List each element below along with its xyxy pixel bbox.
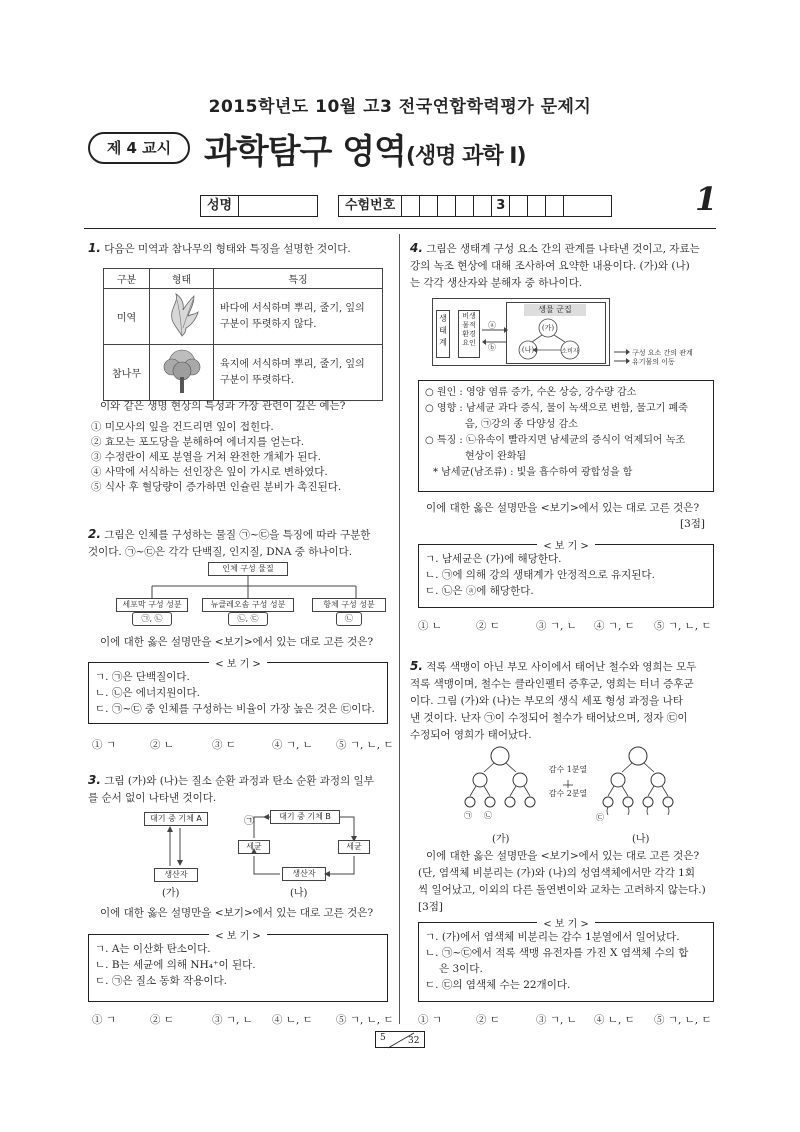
diagram-node: 대기 중 기체 A bbox=[144, 812, 208, 826]
choice-1[interactable]: ① ㄱ bbox=[92, 1014, 116, 1026]
diagram-node: 생산자 bbox=[154, 868, 198, 882]
diagram-root: 인체 구성 물질 bbox=[208, 562, 288, 576]
question-prompt: 씩 일어났고, 이외의 다른 돌연변이와 교차는 고려하지 않는다.) bbox=[418, 884, 706, 896]
choice-2[interactable]: ② ㄷ bbox=[476, 620, 500, 632]
diagram-member: ㉡, ㉢ bbox=[228, 612, 268, 626]
choice-4[interactable]: ④ ㄴ, ㄷ bbox=[594, 1014, 635, 1026]
diagram-label: (가) bbox=[492, 834, 510, 845]
exam-number-cell[interactable] bbox=[510, 196, 528, 216]
exam-number-field[interactable] bbox=[338, 195, 612, 217]
bogi-item: ㄷ. ㉠은 질소 동화 작용이다. bbox=[95, 975, 227, 987]
total-pages: 32 bbox=[408, 1036, 420, 1046]
legend-item: 유기물의 이동 bbox=[632, 358, 675, 366]
bogi-item: ㄷ. ㉢의 염색체 수는 22개이다. bbox=[425, 979, 571, 991]
question-text: 적록 색맹이 아닌 부모 사이에서 태어난 철수와 영희는 모두 bbox=[426, 661, 697, 673]
info-line: 음, ㉠강의 종 다양성 감소 bbox=[465, 419, 578, 430]
bogi-item: ㄱ. (가)에서 염색체 비분리는 감수 1분열에서 일어났다. bbox=[425, 931, 680, 943]
diagram-label: (나) bbox=[632, 834, 650, 845]
community-label: 생물 군집 bbox=[524, 304, 586, 316]
subject-sub: (생명 과학 Ⅰ) bbox=[405, 144, 526, 169]
choice-2[interactable]: ② ㄴ bbox=[150, 739, 174, 751]
choice-1[interactable]: ① ㄴ bbox=[418, 620, 442, 632]
exam-number-cell[interactable] bbox=[564, 196, 582, 216]
question-number: 5. bbox=[410, 659, 423, 673]
question-prompt: 이에 대한 옳은 설명만을 <보기>에서 있는 대로 고른 것은? bbox=[100, 907, 374, 919]
question-text: 를 순서 없이 나타낸 것이다. bbox=[88, 792, 217, 804]
option-2[interactable]: ② 효모는 포도당을 분해하여 에너지를 얻는다. bbox=[91, 436, 305, 448]
exam-number-cell[interactable] bbox=[528, 196, 546, 216]
question-text: 강의 녹조 현상에 대해 조사하여 요약한 내용이다. (가)와 (나) bbox=[410, 260, 690, 272]
table-header: 구분 bbox=[104, 269, 150, 289]
subject-main: 과학탐구 영역 bbox=[204, 132, 406, 172]
question-text: 수정되어 영희가 태어났다. bbox=[410, 729, 532, 741]
bogi-item: ㄱ. ㉠은 단백질이다. bbox=[95, 671, 190, 683]
name-label: 성명 bbox=[201, 196, 239, 216]
question-text: 적록 색맹이며, 철수는 클라인펠터 증후군, 영희는 터너 증후군 bbox=[410, 678, 694, 690]
bogi-item: ㄷ. ㉠~㉢ 중 인체를 구성하는 비율이 가장 높은 것은 ㉢이다. bbox=[95, 703, 375, 715]
choice-5[interactable]: ⑤ ㄱ, ㄴ, ㄷ bbox=[654, 1014, 712, 1026]
question-prompt: 이에 대한 옳은 설명만을 <보기>에서 있는 대로 고른 것은? bbox=[426, 850, 700, 862]
diagram-node: 세균 bbox=[338, 840, 370, 854]
question-text: 그림은 인체를 구성하는 물질 ㉠~㉢을 특징에 따라 구분한 bbox=[104, 529, 371, 541]
diagram-node: 대기 중 기체 B bbox=[270, 810, 340, 824]
exam-number-label: 수험번호 bbox=[339, 196, 402, 216]
mark-label: ㉡ bbox=[484, 811, 492, 820]
question-number: 2. bbox=[88, 527, 101, 541]
info-line: ○ 특징 : ㉡유속이 빨라지면 남세균의 증식이 억제되어 녹조 bbox=[425, 435, 686, 446]
seaweed-image bbox=[150, 289, 214, 345]
question-text: 다음은 미역과 참나무의 형태와 특징을 설명한 것이다. bbox=[104, 243, 351, 255]
points-label: [3점] bbox=[680, 518, 706, 530]
q5-choices bbox=[418, 1012, 712, 1027]
q5-meiosis-diagram bbox=[458, 744, 708, 844]
option-1[interactable]: ① 미모사의 잎을 건드리면 잎이 접힌다. bbox=[91, 421, 274, 433]
question-text: 것이다. ㉠~㉢은 각각 단백질, 인지질, DNA 중 하나이다. bbox=[88, 546, 353, 558]
q5-question bbox=[418, 848, 718, 916]
page-indicator bbox=[375, 1031, 425, 1048]
diagram-node: 생산자 bbox=[282, 867, 326, 881]
question-number: 1. bbox=[88, 241, 101, 255]
q3-bogi-box bbox=[88, 931, 388, 1002]
question-number: 3. bbox=[88, 773, 101, 787]
bogi-item: ㄴ. ㉡은 에너지원이다. bbox=[95, 687, 200, 699]
q1-options bbox=[91, 420, 341, 495]
current-page: 5 bbox=[380, 1033, 386, 1043]
option-3[interactable]: ③ 수정란이 세포 분열을 거쳐 완전한 개체가 된다. bbox=[91, 451, 321, 463]
column-divider bbox=[399, 234, 400, 1024]
table-header: 형태 bbox=[150, 269, 214, 289]
q3-diagram-ga bbox=[140, 812, 230, 898]
info-line: ○ 원인 : 영양 염류 증가, 수온 상승, 강수량 감소 bbox=[425, 387, 637, 398]
exam-number-cell[interactable] bbox=[420, 196, 438, 216]
oak-tree-image bbox=[150, 345, 214, 401]
bogi-header: < 보 기 > bbox=[209, 931, 267, 942]
header-divider bbox=[84, 228, 716, 229]
node-label: (가) bbox=[541, 324, 555, 332]
diagram-label: (가) bbox=[162, 888, 180, 899]
q1-table bbox=[103, 268, 383, 401]
bogi-header: < 보 기 > bbox=[209, 659, 267, 670]
points-label: [3점] bbox=[418, 901, 444, 913]
q2-stem bbox=[88, 526, 393, 561]
choice-1[interactable]: ① ㄱ bbox=[418, 1014, 442, 1026]
info-line: ○ 영향 : 남세균 과다 증식, 물이 녹색으로 변함, 물고기 폐죽 bbox=[425, 403, 688, 414]
node-label: 소비자 bbox=[561, 348, 579, 355]
q5-bogi-box bbox=[418, 919, 714, 1002]
exam-number-cell[interactable] bbox=[438, 196, 456, 216]
q4-choices bbox=[418, 618, 712, 633]
bogi-item: ㄱ. A는 이산화 탄소이다. bbox=[95, 943, 211, 955]
option-5[interactable]: ⑤ 식사 후 혈당량이 증가하면 인슐린 분비가 촉진된다. bbox=[91, 481, 342, 493]
choice-5[interactable]: ⑤ ㄱ, ㄴ, ㄷ bbox=[336, 1014, 394, 1026]
period-badge: 제 4 교시 bbox=[88, 132, 190, 164]
q4-stem bbox=[410, 240, 716, 292]
question-prompt: 이에 대한 옳은 설명만을 <보기>에서 있는 대로 고른 것은? bbox=[426, 502, 700, 514]
exam-number-cell-digit[interactable]: 3 bbox=[492, 196, 510, 216]
bogi-header: < 보 기 > bbox=[537, 541, 595, 552]
name-field[interactable] bbox=[200, 195, 318, 217]
diagram-member: ㉡ bbox=[336, 612, 362, 626]
question-text: 는 각각 생산자와 분해자 중 하나이다. bbox=[410, 277, 583, 289]
info-line: 현상이 완화됨 bbox=[465, 451, 527, 462]
exam-title: 2015학년도 10월 고3 전국연합학력평가 문제지 bbox=[208, 97, 592, 117]
table-cell: 바다에 서식하며 뿌리, 줄기, 잎의 구분이 뚜렷하지 않다. bbox=[214, 289, 383, 345]
q1-stem bbox=[88, 240, 388, 258]
ecosystem-label: 생태계 bbox=[436, 310, 450, 358]
mark-label: ㉢ bbox=[596, 813, 604, 822]
table-cell: 육지에 서식하며 뿌리, 줄기, 잎의 구분이 뚜렷하다. bbox=[214, 345, 383, 401]
diagram-label: (나) bbox=[290, 888, 308, 899]
q3-choices bbox=[92, 1012, 394, 1027]
table-cell: 미역 bbox=[104, 289, 150, 345]
bogi-item: ㄴ. ㉠에 의해 강의 생태계가 안정적으로 유지된다. bbox=[425, 569, 655, 581]
choice-3[interactable]: ③ ㄱ, ㄴ bbox=[212, 1014, 253, 1026]
question-text: 낸 것이다. 난자 ㉠이 수정되어 철수가 태어났으며, 정자 ㉢이 bbox=[410, 712, 688, 724]
question-text: 그림은 생태계 구성 요소 간의 관계를 나타낸 것이고, 자료는 bbox=[426, 243, 700, 255]
question-prompt: 이와 같은 생명 현상의 특성과 가장 관련이 깊은 예는? bbox=[100, 400, 346, 412]
exam-number-cell[interactable] bbox=[456, 196, 474, 216]
meiosis-stage-label: 감수 1분열 bbox=[546, 764, 590, 775]
exam-number-cell[interactable] bbox=[546, 196, 564, 216]
q5-stem bbox=[410, 658, 716, 744]
q4-bogi-box bbox=[418, 541, 714, 608]
q3-diagram-na bbox=[244, 810, 364, 898]
q2-diagram bbox=[116, 562, 386, 628]
diagram-group: 세포막 구성 성분 bbox=[116, 598, 188, 612]
bogi-item: ㄷ. ㉡은 ⓐ에 해당한다. bbox=[425, 585, 534, 597]
choice-3[interactable]: ③ ㄱ, ㄴ bbox=[536, 1014, 577, 1026]
mark-label: ㉠ bbox=[464, 811, 472, 820]
question-text: 그림 (가)와 (나)는 질소 순환 과정과 탄소 순환 과정의 일부 bbox=[104, 775, 374, 787]
diagram-node: 세균 bbox=[238, 840, 270, 854]
choice-1[interactable]: ① ㄱ bbox=[92, 739, 116, 751]
legend-item: 구성 요소 간의 관계 bbox=[632, 349, 693, 357]
node-label: (나) bbox=[521, 346, 535, 354]
choice-3[interactable]: ③ ㄱ, ㄴ bbox=[536, 620, 577, 632]
bogi-header: < 보 기 > bbox=[537, 919, 595, 930]
choice-4[interactable]: ④ ㄱ, ㄷ bbox=[594, 620, 635, 632]
arrow-label: ⓐ bbox=[488, 321, 496, 330]
bogi-item: ㄴ. ㉠~㉢에서 적록 색맹 유전자를 가진 X 염색체 수의 합 bbox=[425, 947, 689, 959]
choice-4[interactable]: ④ ㄴ, ㄷ bbox=[272, 1014, 313, 1026]
diagram-group: 항체 구성 성분 bbox=[312, 598, 386, 612]
q2-bogi-box bbox=[88, 659, 388, 724]
choice-4[interactable]: ④ ㄱ, ㄴ bbox=[272, 739, 313, 751]
choice-5[interactable]: ⑤ ㄱ, ㄴ, ㄷ bbox=[336, 739, 394, 751]
bogi-item: ㄴ. B는 세균에 의해 NH₄⁺이 된다. bbox=[95, 959, 256, 971]
q4-diagram bbox=[432, 298, 722, 368]
option-4[interactable]: ④ 사막에 서식하는 선인장은 잎이 가시로 변하였다. bbox=[91, 466, 328, 478]
meiosis-stage-label: 감수 2분열 bbox=[546, 788, 590, 799]
question-number: 4. bbox=[410, 241, 423, 255]
q4-info-box bbox=[418, 380, 714, 492]
q2-choices bbox=[92, 737, 394, 752]
choice-3[interactable]: ③ ㄷ bbox=[212, 739, 236, 751]
subject-title bbox=[204, 124, 526, 173]
bogi-item: ㄱ. 남세균은 (가)에 해당한다. bbox=[425, 553, 562, 565]
page-number: 1 bbox=[695, 180, 718, 218]
question-prompt: (단, 염색체 비분리는 (가)와 (나)의 성염색체에서만 각각 1회 bbox=[418, 867, 696, 879]
arrow-label: ⓑ bbox=[488, 343, 496, 352]
question-text: 이다. 그림 (가)와 (나)는 부모의 생식 세포 형성 과정을 나타 bbox=[410, 695, 683, 707]
name-input-area[interactable] bbox=[239, 196, 317, 216]
info-line: * 남세균(남조류) : 빛을 흡수하여 광합성을 함 bbox=[433, 467, 633, 478]
choice-5[interactable]: ⑤ ㄱ, ㄴ, ㄷ bbox=[654, 620, 712, 632]
abiotic-label: 비생물적 환경 요인 bbox=[458, 310, 480, 358]
choice-2[interactable]: ② ㄷ bbox=[150, 1014, 174, 1026]
table-cell: 참나무 bbox=[104, 345, 150, 401]
question-prompt: 이에 대한 옳은 설명만을 <보기>에서 있는 대로 고른 것은? bbox=[100, 636, 374, 648]
diagram-group: 뉴클레오솜 구성 성분 bbox=[202, 598, 294, 612]
q3-stem bbox=[88, 772, 393, 807]
exam-number-cell[interactable] bbox=[402, 196, 420, 216]
choice-2[interactable]: ② ㄷ bbox=[476, 1014, 500, 1026]
table-header: 특징 bbox=[214, 269, 383, 289]
exam-number-cell[interactable] bbox=[474, 196, 492, 216]
bogi-item: 은 3이다. bbox=[439, 963, 483, 975]
mark-label: ㉠ bbox=[244, 816, 254, 827]
diagram-member: ㉠, ㉡ bbox=[132, 612, 172, 626]
